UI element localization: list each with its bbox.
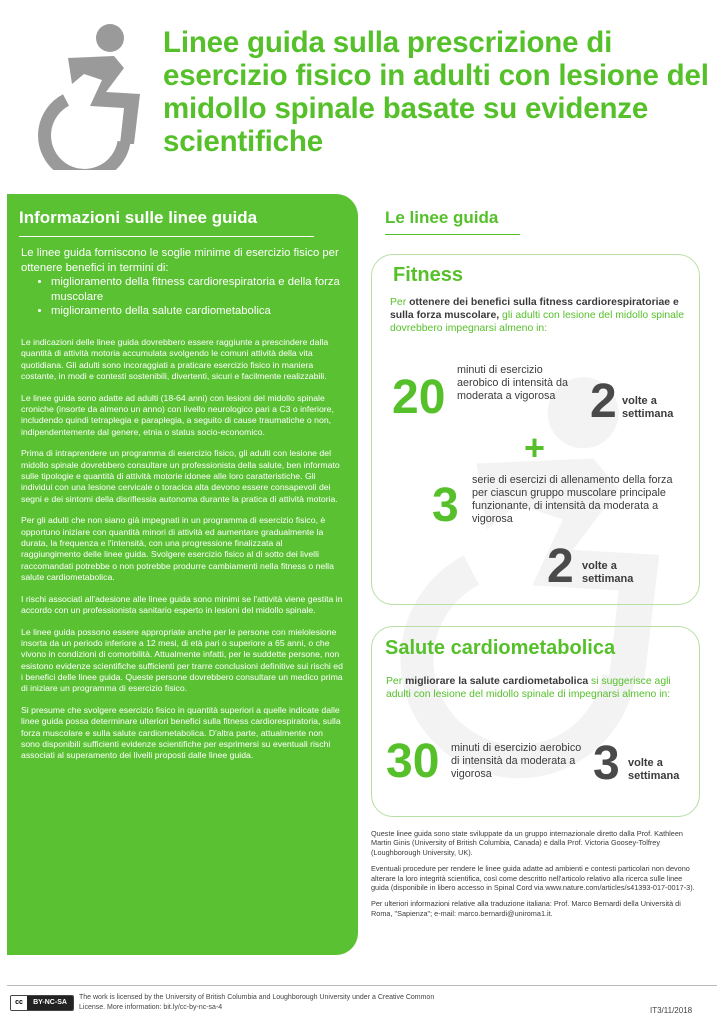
aerobic-desc: minuti di esercizio aerobico di intensità da moderata a vigorosa	[457, 364, 569, 402]
note: Eventuali procedure per rendere le linee guida adatte ad ambienti e contesti particolari non devono alterare la loro integrità scientifica, così come descritto nell'articolo relativo alla ricerca sulle linee guida (disponibile in libero accesso in Spinal Cord via www.nature.com/articles/s41393-017-0017-3).	[371, 864, 695, 893]
paragraph: Prima di intraprendere un programma di esercizio fisico, gli adulti con lesione del midollo spinale dovrebbero consultare un professionista della salute, ben informato sulle tipologie e quantità di attività motorie idonee alle loro caratteristiche. Gli individui con una lesione cervicale o toracica alta devono essere consapevoli dei segni e dei sintomi della disriflessia autonoma durante la pratica di attività motoria.	[21, 448, 340, 504]
note: Per ulteriori informazioni relative alla traduzione italiana: Prof. Marco Bernardi della Università di Roma, "Sapienza"; e-mail: marco.bernardi@uniroma1.it.	[371, 899, 681, 918]
lead-prefix: Per	[386, 676, 406, 687]
cardio-desc: minuti di esercizio aerobico di intensità da moderata a vigorosa	[451, 742, 582, 780]
license-text: The work is licensed by the University of British Columbia and Loughborough University under a Creative Common License. More information: bit.ly/cc-by-nc-sa-4	[79, 994, 435, 1011]
lead-suffix: gli adulti con lesione del midollo spinale dovrebbero impegnarsi almeno in:	[390, 310, 684, 335]
lead-suffix: si suggerisce agli adulti con lesione del midollo spinale di impegnarsi almeno in:	[386, 676, 671, 701]
document-code: IT3/11/2018	[650, 1006, 693, 1015]
info-panel	[7, 194, 358, 955]
cc-label: BY-NC-SA	[27, 996, 73, 1010]
paragraph: Le indicazioni delle linee guida dovrebbero essere raggiunte a prescindere dalla quantità di attività motoria accumulata svolgendo le comuni attività della vita quotidiana. Gli adulti sono incoraggiati a praticare esercizio fisico in maniera costante, in modi e contesti sostenibili, divertenti, sicuri e facilmente realizzabili.	[21, 337, 329, 381]
cc-icon: cc	[11, 996, 27, 1010]
paragraph: Per gli adulti che non siano già impegnati in un programma di esercizio fisico, è opportuno iniziare con quantità minori di attività ed aumentare gradualmente la durata, la frequenza e l'intensità, con una progressione finalizzata al raggiungimento delle linee guida. Svolgere esercizio fisico al di sotto dei livelli raccomandati potrebbe o non potrebbe produrre cambiamenti nella fitness o nella salute cardiometabolica.	[21, 515, 334, 582]
fitness-title: Fitness	[393, 264, 464, 286]
aerobic-minutes: 20	[392, 371, 446, 424]
paragraph: Le linee guida possono essere appropriate anche per le persone con mielolesione insorta da un periodo inferiore a 12 mesi, di età pari o superiore a 65 anni, o che vivono in condizioni di comorbilità. Attualmente infatti, per le suddette persone, non esistono evidenze scientifiche sufficienti per trarre conclusioni definitive sui rischi ed i benefici delle linee guida. Queste persone dovrebbero consultare un medico prima di iniziare un programma di esercizio fisico.	[21, 626, 343, 694]
divider	[19, 236, 314, 237]
intro-text: Le linee guida forniscono le soglie minime di esercizio fisico per ottenere benefici in termini di:	[21, 247, 339, 274]
footer-divider	[7, 985, 717, 986]
list-item: • miglioramento della salute cardiometabolica	[51, 304, 341, 319]
cardio-times: 3	[593, 737, 620, 790]
info-paragraphs	[21, 337, 343, 772]
cardio-minutes: 30	[386, 735, 440, 788]
note: Queste linee guida sono state sviluppate da un gruppo internazionale diretto dalla Prof. Kathleen Martin Ginis (University of British Columbia, Canada) e dalla Prof. Victoria Goosey-Tolfrey (Loughborough University, UK).	[371, 829, 683, 857]
benefit-list	[21, 275, 341, 319]
paragraph: Le linee guida sono adatte ad adulti (18-64 anni) con lesioni del midollo spinale croniche (insorte da almeno un anno) con livello neurologico pari a C3 o inferiore, includendo quindi tetraplegia e paraplegia, a seguito di cause traumatiche o non, indipendentemente dal genere, etnia o status socio-economico.	[21, 392, 334, 437]
list-item: • miglioramento della fitness cardiorespiratoria e della forza muscolare	[51, 275, 341, 304]
strength-desc: serie di esercizi di allenamento della forza per ciascun gruppo muscolare principale funzionante, di intensità da moderata a vigorosa	[472, 474, 673, 525]
guidelines-heading: Le linee guida	[385, 208, 499, 227]
cardio-lead	[386, 675, 686, 701]
plus-sign: +	[524, 427, 546, 468]
wheelchair-icon	[28, 22, 158, 170]
cardio-title: Salute cardiometabolica	[385, 637, 616, 659]
page-title: Linee guida sulla prescrizione di esercizio fisico in adulti con lesione del midollo spinale basate su evidenze scientifiche	[163, 26, 709, 158]
strength-sets: 3	[432, 479, 459, 532]
info-intro	[21, 246, 341, 319]
paragraph: Si presume che svolgere esercizio fisico in quantità superiori a quelle indicate dalle linee guida possa determinare ulteriori benefici sulla fitness cardiorespiratoria, sulla forza muscolare e sulla salute cardiometabolica. D'altra parte, attualmente non sono disponibili sufficienti evidenze scientifiche per esprimersi su eventuali rischi associati al superamento dei livelli proposti dalle linee guida.	[21, 705, 341, 761]
info-heading: Informazioni sulle linee guida	[19, 208, 258, 227]
lead-bold: migliorare la salute cardiometabolica	[405, 676, 589, 687]
cc-license-badge	[10, 995, 74, 1011]
strength-frequency: volte a settimana	[582, 560, 634, 585]
lead-prefix: Per	[390, 297, 410, 308]
divider	[385, 234, 520, 235]
fitness-lead	[390, 296, 690, 336]
cardio-frequency: volte a settimana	[628, 757, 680, 782]
aerobic-times: 2	[590, 375, 617, 428]
lead-bold: ottenere dei benefici sulla fitness cardiorespiratoriae e sulla forza muscolare,	[390, 297, 679, 322]
aerobic-frequency: volte a settimana	[622, 395, 674, 420]
strength-times: 2	[547, 540, 574, 593]
paragraph: I rischi associati all'adesione alle linee guida sono minimi se l'attività viene gestita in accordo con un professionista sanitario esperto in lesioni del midollo spinale.	[21, 593, 343, 615]
notes	[371, 829, 701, 925]
